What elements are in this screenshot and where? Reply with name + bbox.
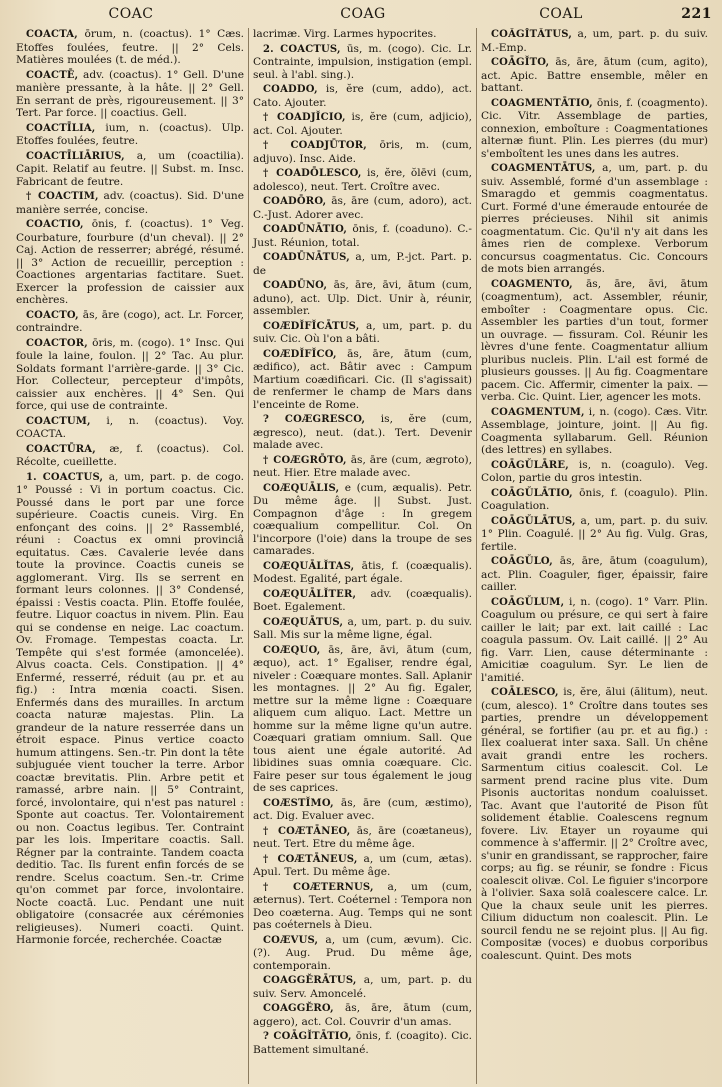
entry-headword: COĀLESCO,	[491, 687, 559, 698]
dictionary-entry	[253, 413, 472, 452]
entry-headword: † COÆTĀNEUS,	[263, 853, 358, 865]
entry-headword: † COADJŪTOR,	[263, 140, 367, 151]
entry-text: a, um (cum, ævum). Cic. (?). Aug. Prud. Du même âge, contemporain.	[253, 933, 472, 972]
entry-headword: COAGMENTĀTUS,	[491, 163, 596, 174]
dictionary-entry	[481, 686, 708, 962]
entry-headword: COAGMENTUM,	[491, 406, 585, 418]
dictionary-entry	[16, 28, 244, 67]
dictionary-entry	[253, 644, 472, 795]
entry-text: is, n. (coagulo). Veg. Colon, partie du gros intestin.	[481, 458, 708, 484]
entry-headword: 2. COACTUS,	[263, 43, 341, 55]
entry-text: ās, āre (cum, æstimo), act. Dig. Evaluer avec.	[253, 796, 472, 822]
dictionary-entry	[253, 934, 472, 973]
entry-headword: COÆDĬFĬCĀTUS,	[263, 320, 360, 332]
dictionary-entry	[253, 320, 472, 346]
entry-text: ūs, m. (cogo). Cic. Lr. Contrainte, impulsion, instigation (empl. seul. à l'abl. sing.).	[253, 42, 472, 81]
entry-headword: COACTĪLIA,	[26, 122, 96, 134]
page-number: 221	[681, 6, 712, 22]
entry-text: is, ĕre, ălui (ălitum), neut. (cum, alesco). 1° Croître dans toutes ses parties, prendre un développement général, se fortifier (au pr. et au fig.) : Ilex coaluerat inter saxa. Sall. Un chêne avait grandi entre les rochers. Sarmentum citius coalescit. Col. Le sarment prend racine plus vite. Dum Pisonis auctoritas nondum coaluisset. Tac. Avant que l'autorité de Pison fût solidement établie. Coalescens regnum fovere. Liv. Etayer un royaume qui commence à s'affermir. || 2° Croître avec, s'unir en grandissant, se rapprocher, faire corps; au fig. se réunir, se fondre : Ficus coalescit olivæ. Col. Le figuier s'incorpore à l'olivier. Saxa solā coalescere calce. Lr. Que la chaux seule unit les pierres. Cilium diductum non coalescit. Plin. Le sourcil fendu ne se rejoint plus. || Au fig. Compositæ (voces) e duobus corporibus coalescunt. Quint. Des mots	[481, 686, 708, 962]
entry-text: is, ĕre, ŏlēvi (cum, adolesco), neut. Tert. Croître avec.	[253, 167, 472, 193]
entry-headword: COADŌRO,	[263, 196, 327, 207]
entry-headword: COÆQUĀLĬTAS,	[263, 560, 355, 572]
entry-headword: COACTIO,	[26, 219, 84, 230]
dictionary-entry	[16, 218, 244, 307]
entry-text: a, um, part. p. du suiv. M.-Emp.	[481, 28, 708, 54]
entry-text: a, um (cum, æternus). Tert. Coéternel : Tempora non Deo coæterna. Aug. Temps qui ne sont pas coéternels à Dieu.	[253, 880, 472, 931]
entry-text: ātis, f. (coæqualis). Modest. Egalité, part égale.	[253, 559, 472, 585]
column-1	[12, 28, 248, 1084]
entry-headword: COĀGŬLĀRE,	[491, 459, 569, 471]
entry-headword: COAGGĔRO,	[263, 1003, 334, 1014]
dictionary-entry	[481, 596, 708, 685]
dictionary-entry	[253, 83, 472, 109]
entry-text: a, um, part. p. du suiv. Cic. Où l'on a bâti.	[253, 319, 472, 345]
dictionary-entry	[253, 853, 472, 879]
dictionary-entry	[253, 139, 472, 165]
column-3	[476, 28, 712, 1084]
entry-text: ās, āre, ātum (cum, ædifico), act. Bâtir avec : Campum Martium coædificari. Cic. (Il s'agissait) de renfermer le champ de Mars dans l'enceinte de Rome.	[253, 347, 473, 411]
entry-text: a, um, part. p. de cogo. 1° Poussé : Vi in portum coactus. Cic. Poussé dans le port par une force supérieure. Coactis cuneis. Virg. En enfonçant des coins. || 2° Rassemblé, réuni : Coactus ex omni provinciâ equitatus. Cæs. Cavalerie levée dans toute la province. Coactis cuneis se agglomerant. Virg. Ils se serrent en formant leurs colonnes. || 3° Condensé, épaissi : Vestis coacta. Plin. Etoffe foulée, feutre. Liquor coactus in nivem. Plin. Eau qui se condense en neige. Lac coactum. Ov. Fromage. Tempestas coacta. Lr. Tempête qui s'est formée (amoncelée). Alvus coacta. Cels. Constipation. || 4° Enfermé, resserré, réduit (au pr. et au fig.) : Intra mœnia coacti. Sisen. Enfermés dans des murailles. In arctum coacta naturæ majestas. Plin. La grandeur de la nature resserrée dans un étroit espace. Pinus vertice coacto humum attingens. Sen.-tr. Pin dont la tête subjuguée vient toucher la terre. Arbor coactæ brevitatis. Plin. Arbre petit et ramassé, arbre nain. || 5° Contraint, forcé, involontaire, qui n'est pas naturel : Sponte aut coactus. Ter. Volontairement ou non. Coactus legibus. Ter. Contraint par les lois. Imperitare coactis. Sall. Régner par la contrainte. Tandem coacta deditio. Tac. Ils furent enfin forcés de se rendre. Scelus coactum. Sen.-tr. Crime qu'on commet par force, involontaire. Nocte coactā. Luc. Pendant une nuit obligatoire (consacrée aux cérémonies religieuses). Numeri coacti. Quint. Harmonie forcée, recherchée. Coactæ	[16, 470, 244, 946]
entry-headword: COĀGŬLĀTUS,	[491, 515, 576, 527]
entry-headword: COĀGŬLUM,	[491, 596, 565, 608]
entry-text: is, ĕre (cum, addo), act. Cato. Ajouter.	[253, 83, 473, 109]
dictionary-entry	[253, 588, 472, 614]
entry-text: ās, āre, āvi, ātum (cum, aduno), act. Ulp. Dict. Unir à, réunir, assembler.	[253, 279, 473, 317]
dictionary-entry	[16, 443, 244, 469]
dictionary-entry	[481, 278, 708, 404]
dictionary-entry	[481, 515, 708, 554]
dictionary-entry	[253, 111, 472, 137]
entry-text: a, um (cum, ætas). Apul. Tert. Du même âge.	[253, 852, 472, 878]
entry-headword: COADDO,	[263, 84, 318, 95]
entry-headword: COACTŪRA,	[26, 443, 96, 455]
entry-headword: † COÆTERNUS,	[263, 881, 374, 893]
entry-text: ās, āre, ātum (cum, agito), act. Apic. Battre ensemble, mêler en battant.	[481, 56, 708, 94]
dictionary-entry	[481, 28, 708, 54]
entry-headword: COÆQUĀLĬTER,	[263, 588, 357, 600]
entry-headword: COĀGŬLĀTIO,	[491, 487, 573, 499]
entry-headword: COÆQUĀTUS,	[263, 616, 344, 628]
entry-headword: † COÆTĀNEO,	[263, 825, 351, 837]
page-header	[12, 6, 712, 28]
entry-text: e (cum, æqualis). Petr. Du même âge. || Subst. Just. Compagnon d'âge : In gregem coæqualium compellitur. Col. On l'incorpore (l'oie) dans la troupe de ses camarades.	[253, 481, 472, 557]
entry-headword: COACTUM,	[26, 415, 91, 427]
dictionary-entry	[16, 415, 244, 441]
dictionary-entry	[253, 454, 472, 480]
entry-text: æ, f. (coactus). Col. Récolte, cueillette.	[16, 442, 244, 468]
entry-headword: COACTO,	[26, 309, 79, 321]
entry-text: i, n. (cogo). 1° Varr. Plin. Coagulum ou présure, ce qui sert à faire cailler le lait; par ext. lait caillé : Lac coagula passum. Ov. Lait caillé. || 2° Au fig. Varr. Lien, cause déterminante : Amicitiæ coagulum. Syr. Le lien de l'amitié.	[481, 595, 709, 684]
entry-text: a, um, part. p. du suiv. Serv. Amoncelé.	[253, 974, 472, 1000]
entry-headword: COAGGĔRĀTUS,	[263, 975, 357, 986]
entry-text: a, um, P.-jct. Part. p. de	[253, 251, 472, 277]
entry-text: ōnis, f. (coagulo). Plin. Coagulation.	[481, 486, 708, 512]
entry-text: ōnis, f. (coaduno). C.-Just. Réunion, total.	[253, 223, 472, 249]
dictionary-entry	[253, 251, 472, 277]
entry-headword: † COADŌLESCO,	[263, 168, 362, 179]
entry-headword: 1. COACTUS,	[26, 471, 104, 483]
entry-headword: COACTA,	[26, 29, 78, 40]
entry-headword: COACTOR,	[26, 337, 88, 349]
entry-headword: COACTĒ,	[26, 69, 79, 81]
dictionary-entry	[253, 616, 472, 642]
dictionary-entry	[253, 28, 472, 41]
entry-headword: COACTĪLIĀRIUS,	[26, 150, 125, 162]
entry-headword: COĀGĬTĀTUS,	[491, 29, 573, 40]
dictionary-entry	[481, 56, 708, 95]
dictionary-entry	[253, 43, 472, 82]
entry-text: ōnis, f. (coactus). 1° Veg. Courbature, fourbure (d'un cheval). || 2° Caj. Action de resserrer; abrégé, résumé. || 3° Action de recueillir, perception : Coactiones argentarias factitare. Suet. Exercer la profession de caissier aux enchères.	[16, 218, 244, 306]
entry-headword: COÆQUO,	[263, 644, 321, 656]
running-head-center: COAG	[340, 6, 386, 22]
dictionary-entry	[253, 348, 472, 412]
dictionary-entry	[481, 97, 708, 161]
entry-headword: COADŪNĀTUS,	[263, 252, 350, 263]
entry-text: a, um, part. p. du suiv. Sall. Mis sur la même ligne, égal.	[253, 615, 472, 641]
entry-text: ōris, m. (cum, adjuvo). Insc. Aide.	[253, 139, 472, 165]
running-head-left: COAC	[108, 6, 154, 22]
entry-headword: COÆQUĀLIS,	[263, 482, 340, 494]
entry-headword: COADŪNĀTIO,	[263, 224, 348, 235]
column-2	[248, 28, 476, 1084]
entry-text: ās, āre (coætaneus), neut. Tert. Etre du même âge.	[253, 824, 472, 850]
entry-text: ōnis, f. (coagito). Cic. Battement simultané.	[253, 1030, 473, 1056]
entry-text: a, um, part. p. du suiv. Assemblé, formé d'un assemblage : Smaragdo et gemmis coagmentatus. Curt. Formé d'une émeraude entourée de pierres précieuses. Nihil sit animis coagmentatum. Cic. Qu'il n'y ait dans les âmes rien de complexe. Verborum concursus coagmentatus. Cic. Concours de mots bien arrangés.	[481, 162, 708, 275]
entry-text: ās, āre (cogo), act. Lr. Forcer, contraindre.	[16, 308, 244, 334]
entry-text: ās, āre (cum, adoro), act. C.-Just. Adorer avec.	[253, 195, 472, 221]
dictionary-entry	[481, 487, 708, 513]
entry-headword: COĀGŬLO,	[491, 556, 553, 567]
dictionary-entry	[16, 69, 244, 120]
entry-headword: † COADJĬCIO,	[263, 112, 346, 123]
dictionary-entry	[481, 555, 708, 594]
entry-text: ōrum, n. (coactus). 1° Cæs. Etoffes foulées, feutre. || 2° Cels. Matières moulées (t. de méd.).	[16, 28, 244, 66]
entry-headword: COADŪNO,	[263, 280, 328, 291]
dictionary-entry	[253, 167, 472, 193]
entry-headword: † COÆGRŌTO,	[263, 454, 347, 466]
dictionary-entry	[253, 1002, 472, 1028]
entry-text: adv. (coactus). Sid. D'une manière serrée, concise.	[16, 190, 244, 216]
dictionary-entry	[253, 223, 472, 249]
dictionary-entry	[16, 190, 244, 216]
entry-headword: COÆVUS,	[263, 934, 319, 946]
entry-text: a, um (coactilia). Capit. Relatif au feutre. || Subst. m. Insc. Fabricant de feutre.	[16, 149, 244, 188]
entry-text: is, ĕre (cum, ægresco), neut. (dat.). Tert. Devenir malade avec.	[253, 413, 472, 451]
dictionary-entry	[253, 279, 472, 318]
dictionary-entry	[16, 471, 244, 947]
entry-text: ās, āre (cum, ægroto), neut. Hier. Etre malade avec.	[253, 453, 472, 479]
columns	[12, 28, 712, 1084]
entry-text: ōnis, f. (coagmento). Cic. Vitr. Assemblage de parties, connexion, emboîture : Coagmentationes alternæ fiunt. Plin. Les pierres (du mur) s'emboîtent les unes dans les autres.	[481, 96, 708, 160]
dictionary-entry	[253, 1030, 472, 1056]
entry-text: is, ĕre (cum, adjicio), act. Col. Ajouter.	[253, 111, 473, 137]
entry-headword: COAGMENTO,	[491, 278, 573, 290]
entry-text: a, um, part. p. du suiv. 1° Plin. Coagulé. || 2° Au fig. Vulg. Gras, fertile.	[481, 514, 708, 553]
entry-headword: † COACTIM,	[26, 191, 99, 202]
entry-text: adv. (coæqualis). Boet. Egalement.	[253, 587, 472, 613]
dictionary-entry	[16, 337, 244, 413]
running-head-right: COAL	[539, 6, 583, 22]
entry-headword: COAGMENTĀTIO,	[491, 97, 593, 109]
dictionary-entry	[253, 881, 472, 932]
dictionary-entry	[253, 825, 472, 851]
entry-headword: COÆDĬFĬCO,	[263, 348, 337, 360]
entry-text: ās, āre, āvi, ātum (cum, æquo), act. 1° Egaliser, rendre égal, niveler : Coæquare montes. Sall. Aplanir les montagnes. || 2° Au fig. Egaler, mettre sur la même ligne : Coæquare aliquem cum aliquo. Lact. Mettre un homme sur la même ligne qu'un autre. Coæquari gratiam omnium. Sall. Que tous aient une égale autorité. Ad libidines suas omnia coæquare. Cic. Faire peser sur tous également le joug de ses caprices.	[253, 643, 473, 794]
entry-text: i, n. (coactus). Voy. COACTA.	[16, 414, 245, 440]
entry-headword: ? COĀGĬTĀTIO,	[263, 1031, 352, 1042]
dictionary-entry	[253, 195, 472, 221]
entry-text: lacrimæ. Virg. Larmes hypocrites.	[253, 28, 437, 40]
dictionary-entry	[481, 459, 708, 485]
entry-headword: ? COÆGRESCO,	[263, 414, 366, 425]
dictionary-entry	[253, 560, 472, 586]
dictionary-entry	[16, 309, 244, 335]
dictionary-entry	[253, 974, 472, 1000]
dictionary-entry	[253, 797, 472, 823]
entry-headword: COÆSTĬMO,	[263, 797, 334, 809]
entry-text: ōris, m. (cogo). 1° Insc. Qui foule la laine, foulon. || 2° Tac. Au plur. Soldats formant l'arrière-garde. || 3° Cic. Hor. Collecteur, percepteur d'impôts, caissier aux enchères. || 4° Sen. Qui force, qui use de contrainte.	[16, 336, 245, 412]
entry-text: ium, n. (coactus). Ulp. Etoffes foulées, feutre.	[16, 121, 244, 147]
entry-text: adv. (coactus). 1° Gell. D'une manière pressante, à la hâte. || 2° Gell. En serrant de près, rigoureusement. || 3° Tert. Par force. || coactius. Gell.	[16, 68, 244, 119]
dictionary-entry	[16, 122, 244, 148]
entry-text: i, n. (cogo). Cæs. Vitr. Assemblage, jointure, joint. || Au fig. Coagmenta syllabarum. Gell. Réunion (des lettres) en syllabes.	[481, 405, 708, 456]
dictionary-entry	[481, 162, 708, 276]
entry-headword: COĀGĬTO,	[491, 57, 550, 68]
dictionary-entry	[16, 150, 244, 189]
dictionary-entry	[481, 406, 708, 457]
entry-text: ās, āre, āvi, ātum (coagmentum), act. Assembler, réunir, emboîter : Coagmentare opus. Cic. Assembler les parties d'un tout, former un ouvrage. — fissuram. Col. Réunir les lèvres d'une fente. Coagmentatur allium pluribus nucleis. Plin. L'ail est formé de plusieurs gousses. || Au fig. Coagmentare pacem. Cic. Affermir, cimenter la paix. — verba. Cic. Quint. Lier, agencer les mots.	[481, 277, 708, 403]
dictionary-entry	[253, 482, 472, 558]
entry-text: ās, āre, ātum (coagulum), act. Plin. Coaguler, figer, épaissir, faire cailler.	[481, 555, 708, 593]
entry-text: ās, āre, ātum (cum, aggero), act. Col. Couvrir d'un amas.	[253, 1002, 473, 1028]
